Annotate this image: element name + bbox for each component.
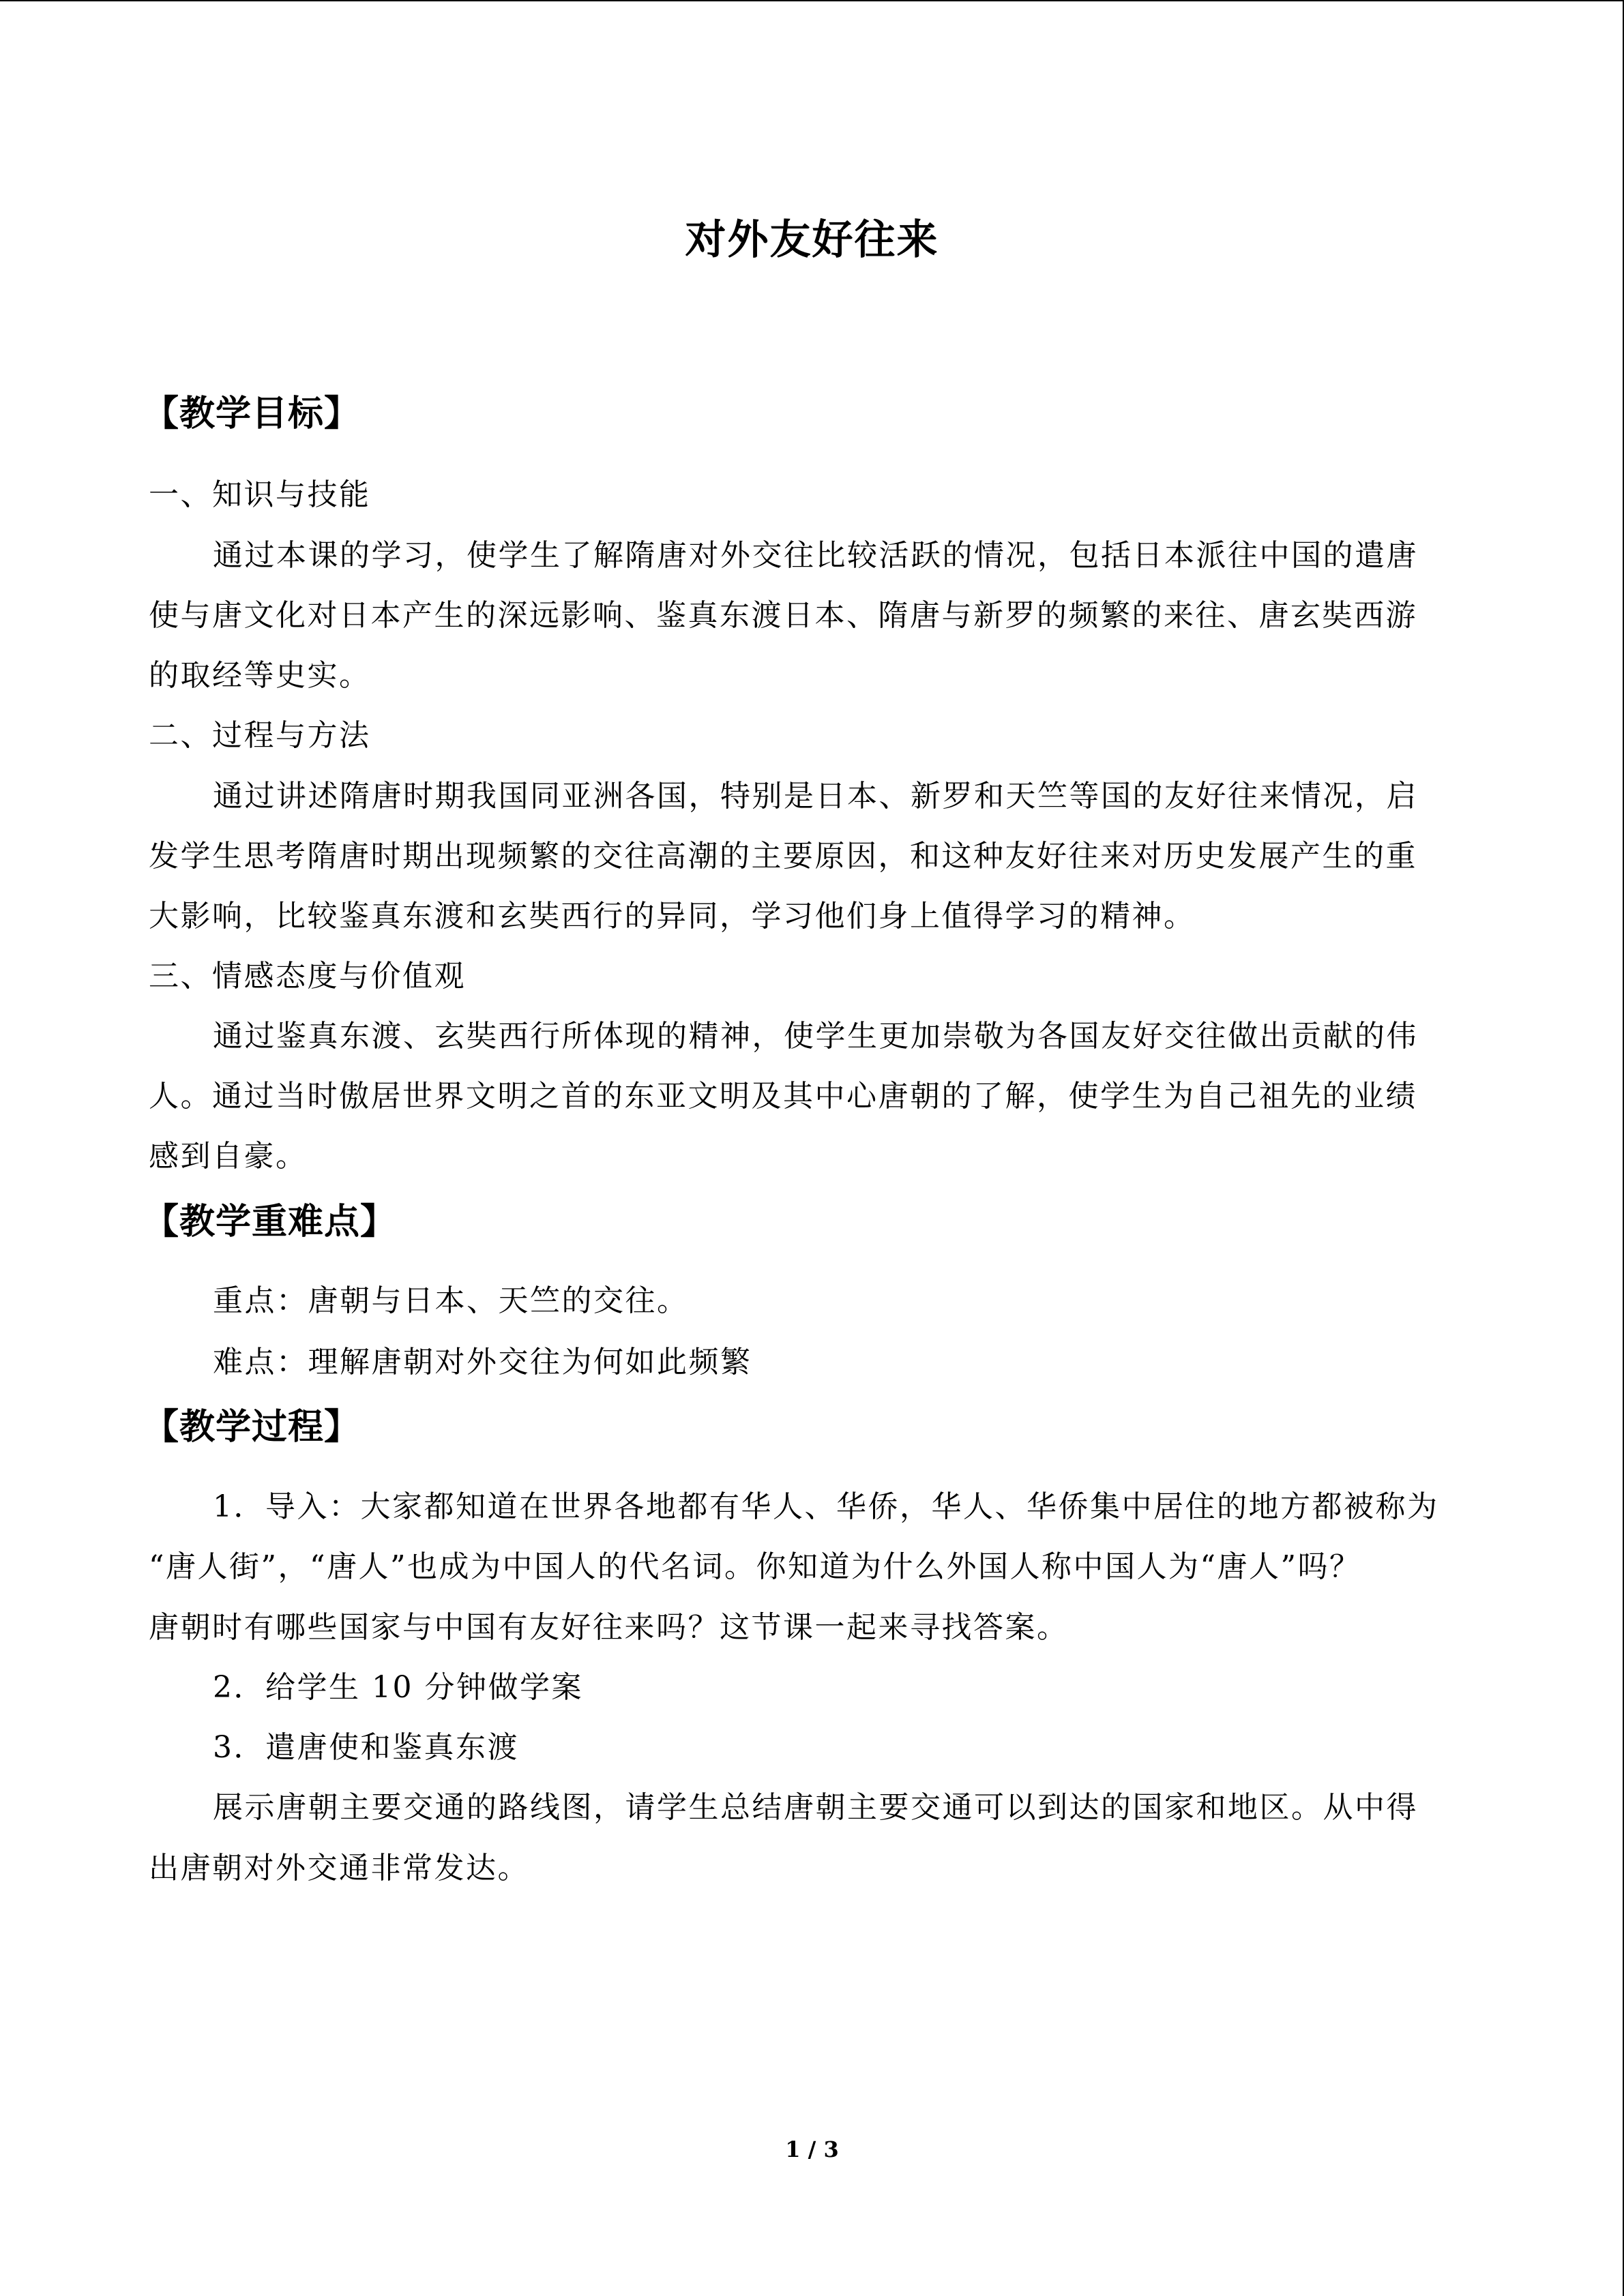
paragraph-line: 出唐朝对外交通非常发达。 xyxy=(149,1851,529,1885)
paragraph-line: 人。通过当时傲居世界文明之首的东亚文明及其中心唐朝的了解，使学生为自己祖先的业绩 xyxy=(149,1079,1417,1114)
heading-teaching-process: 【教学过程】 xyxy=(143,1407,361,1448)
paragraph-line: 的取经等史实。 xyxy=(149,658,371,693)
subheading-process-methods: 二、过程与方法 xyxy=(149,718,371,753)
paragraph-line: 使与唐文化对日本产生的深远影响、鉴真东渡日本、隋唐与新罗的频繁的来往、唐玄奘西游 xyxy=(149,598,1417,633)
paragraph-line: “唐人街”，“唐人”也成为中国人的代名词。你知道为什么外国人称中国人为“唐人”吗？ xyxy=(149,1549,1361,1584)
subheading-knowledge-skills: 一、知识与技能 xyxy=(149,477,371,512)
key-point: 重点：唐朝与日本、天竺的交往。 xyxy=(213,1283,689,1318)
paragraph-line: 感到自豪。 xyxy=(149,1139,308,1174)
page-indicator: 1 / 3 xyxy=(785,2136,839,2162)
paragraph-line: 通过本课的学习，使学生了解隋唐对外交往比较活跃的情况，包括日本派往中国的遣唐 xyxy=(213,538,1418,573)
paragraph-line: 通过讲述隋唐时期我国同亚洲各国，特别是日本、新罗和天竺等国的友好往来情况，启 xyxy=(213,779,1418,814)
subheading-attitudes-values: 三、情感态度与价值观 xyxy=(149,959,466,994)
paragraph-line: 大影响，比较鉴真东渡和玄奘西行的异同，学习他们身上值得学习的精神。 xyxy=(149,899,1196,934)
process-step-3: 3．遣唐使和鉴真东渡 xyxy=(213,1730,519,1765)
paragraph-line: 发学生思考隋唐时期出现频繁的交往高潮的主要原因，和这种友好往来对历史发展产生的重 xyxy=(149,839,1417,874)
heading-key-difficult-points: 【教学重难点】 xyxy=(143,1202,397,1242)
heading-teaching-goals: 【教学目标】 xyxy=(143,393,361,434)
paragraph-line: 唐朝时有哪些国家与中国有友好往来吗？这节课一起来寻找答案。 xyxy=(149,1610,1069,1645)
paragraph-line: 1．导入：大家都知道在世界各地都有华人、华侨，华人、华侨集中居住的地方都被称为 xyxy=(213,1489,1439,1524)
paragraph-line: 展示唐朝主要交通的路线图，请学生总结唐朝主要交通可以到达的国家和地区。从中得 xyxy=(213,1790,1418,1825)
document-title: 对外友好往来 xyxy=(685,216,939,264)
paragraph-line: 通过鉴真东渡、玄奘西行所体现的精神，使学生更加崇敬为各国友好交往做出贡献的伟 xyxy=(213,1019,1418,1054)
difficult-point: 难点：理解唐朝对外交往为何如此频繁 xyxy=(213,1345,752,1380)
process-step-2: 2．给学生 10 分钟做学案 xyxy=(213,1670,583,1705)
